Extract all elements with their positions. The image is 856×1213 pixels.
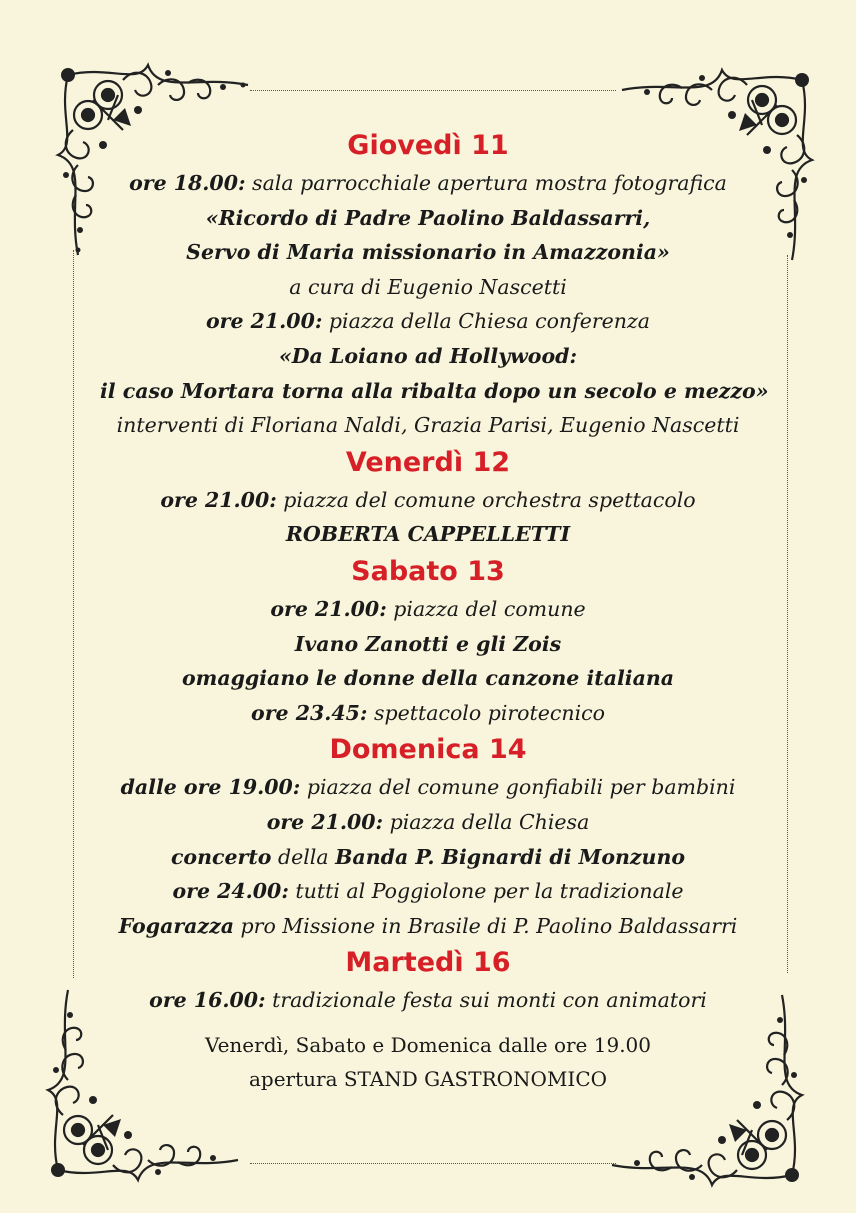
event-time: dalle ore 19.00:: [120, 775, 301, 800]
event-description: della: [271, 844, 336, 869]
event-time: ore 24.00:: [172, 879, 289, 904]
frame-right-border: [787, 255, 788, 973]
program-content: [100, 126, 769, 1096]
event-credit-line: a cura di Eugenio Nascetti: [289, 274, 567, 299]
event-line: [100, 696, 756, 731]
event-description: pro Missione in Brasile di P. Paolino Baldassarri: [234, 913, 738, 938]
event-title-line: Ivano Zanotti e gli Zois: [294, 631, 562, 656]
event-line: [100, 983, 756, 1018]
event-line: [100, 166, 756, 201]
event-line: [100, 304, 756, 339]
event-description: piazza del comune: [386, 596, 586, 621]
frame-top-border: [250, 90, 616, 91]
event-description: spettacolo pirotecnico: [367, 700, 605, 725]
event-description: tradizionale festa sui monti con animatori: [265, 988, 707, 1013]
event-line: [100, 592, 756, 627]
event-title: concerto: [170, 844, 272, 869]
event-speakers-line: interventi di Floriana Naldi, Grazia Parisi, Eugenio Nascetti: [116, 413, 740, 438]
event-title-line: il caso Mortara torna alla ribalta dopo un secolo e mezzo»: [100, 378, 769, 403]
event-line: [100, 770, 756, 805]
event-line: [100, 840, 756, 875]
event-title-line: «Da Loiano ad Hollywood:: [278, 343, 578, 368]
frame-left-border: [73, 250, 74, 978]
event-time: ore 21.00:: [205, 309, 323, 334]
day-heading-tuesday: Martedì 16: [345, 947, 511, 979]
footer-line: Venerdì, Sabato e Domenica dalle ore 19.00: [204, 1032, 651, 1057]
event-description: piazza del comune orchestra spettacolo: [276, 487, 696, 512]
day-heading-sunday: Domenica 14: [329, 734, 527, 766]
event-line: [100, 805, 756, 840]
event-line: [100, 483, 756, 518]
event-description: piazza della Chiesa: [383, 809, 590, 834]
event-title-line: omaggiano le donne della canzone italiana: [181, 666, 675, 691]
event-line: [100, 874, 756, 909]
event-description: piazza della Chiesa conferenza: [322, 309, 651, 334]
event-title: Fogarazza: [118, 913, 234, 938]
event-time: ore 23.45:: [251, 700, 368, 725]
event-title: Banda P. Bignardi di Monzuno: [335, 844, 686, 869]
day-heading-thursday: Giovedì 11: [347, 130, 509, 161]
event-time: ore 21.00:: [160, 487, 277, 512]
event-time: ore 18.00:: [129, 171, 246, 195]
event-title-line: «Ricordo di Padre Paolino Baldassarri,: [205, 205, 651, 230]
event-time: ore 21.00:: [270, 596, 387, 621]
frame-bottom-border: [250, 1163, 616, 1164]
day-heading-friday: Venerdì 12: [345, 446, 511, 478]
event-description: tutti al Poggiolone per la tradizionale: [288, 879, 684, 904]
event-time: ore 16.00:: [149, 988, 266, 1013]
event-line: [100, 909, 756, 944]
event-description: sala parrocchiale apertura mostra fotografica: [245, 171, 727, 195]
event-description: piazza del comune gonfiabili per bambini: [300, 775, 736, 800]
footer-line: apertura STAND GASTRONOMICO: [248, 1066, 608, 1091]
event-time: ore 21.00:: [266, 809, 384, 834]
event-title-line: ROBERTA CAPPELLETTI: [285, 522, 571, 547]
event-title-line: Servo di Maria missionario in Amazzonia»: [186, 240, 670, 265]
day-heading-saturday: Sabato 13: [351, 555, 505, 587]
